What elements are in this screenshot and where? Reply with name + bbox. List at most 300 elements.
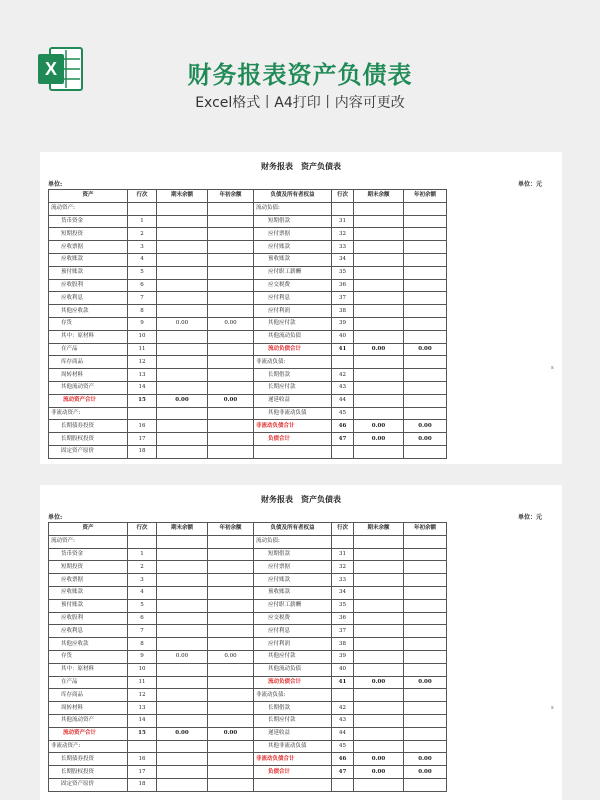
table-cell [254, 445, 332, 458]
table-cell: 应交税费 [254, 612, 332, 625]
table-row [49, 702, 447, 715]
table-cell [404, 369, 447, 382]
table-cell: 14 [128, 714, 157, 727]
unit-label-left: 单位: [48, 514, 63, 521]
table-cell: 13 [128, 702, 157, 715]
table-cell [157, 561, 208, 574]
table-cell: 44 [332, 727, 354, 740]
table-cell [157, 433, 208, 446]
table-cell: 货币资金 [49, 215, 128, 228]
table-row [49, 638, 447, 651]
table-row [49, 394, 447, 407]
table-cell: 46 [332, 420, 354, 433]
table-cell [208, 535, 254, 548]
table-cell [332, 689, 354, 702]
column-header: 年初余额 [208, 523, 254, 536]
table-cell: 32 [332, 228, 354, 241]
table-cell: 应收股利 [49, 612, 128, 625]
table-cell [157, 420, 208, 433]
table-cell: 4 [128, 253, 157, 266]
table-cell [157, 753, 208, 766]
table-cell [208, 714, 254, 727]
table-cell: 44 [332, 394, 354, 407]
table-row [49, 433, 447, 446]
table-cell [354, 740, 404, 753]
table-cell [354, 215, 404, 228]
table-row [49, 445, 447, 458]
table-cell [354, 381, 404, 394]
unit-label-right: 单位：元 [517, 181, 542, 188]
table-cell [354, 279, 404, 292]
table-cell: 41 [332, 676, 354, 689]
table-cell [332, 535, 354, 548]
table-cell [157, 253, 208, 266]
table-cell: 8 [128, 638, 157, 651]
table-cell: 10 [128, 330, 157, 343]
table-cell: 0.00 [157, 727, 208, 740]
table-cell: 0.00 [354, 343, 404, 356]
table-cell [354, 369, 404, 382]
table-cell: 37 [332, 625, 354, 638]
column-header: 期末余额 [157, 190, 208, 203]
table-cell [157, 202, 208, 215]
table-cell: 应付利润 [254, 638, 332, 651]
table-cell: 37 [332, 292, 354, 305]
table-row [49, 215, 447, 228]
table-cell: 存货 [49, 317, 128, 330]
column-header: 年初余额 [208, 190, 254, 203]
page-header [0, 0, 600, 140]
table-cell [354, 638, 404, 651]
table-cell: 负债合计 [254, 766, 332, 779]
table-cell: 应收股利 [49, 279, 128, 292]
table-cell [404, 650, 447, 663]
table-cell [404, 381, 447, 394]
table-cell [354, 574, 404, 587]
table-cell: 11 [128, 343, 157, 356]
table-cell: 0.00 [157, 650, 208, 663]
table-cell: 47 [332, 766, 354, 779]
column-header: 行次 [332, 190, 354, 203]
table-cell: 应付职工薪酬 [254, 266, 332, 279]
table-cell [404, 202, 447, 215]
unit-label-left: 单位: [48, 181, 63, 188]
table-cell: 7 [128, 625, 157, 638]
table-cell [208, 663, 254, 676]
table-cell [157, 279, 208, 292]
table-cell: 应付职工薪酬 [254, 599, 332, 612]
table-cell [404, 702, 447, 715]
table-cell [404, 279, 447, 292]
table-row [49, 535, 447, 548]
table-cell: 长期应付款 [254, 381, 332, 394]
table-cell [208, 381, 254, 394]
table-cell: 在产品 [49, 343, 128, 356]
table-cell: 预收账款 [254, 253, 332, 266]
table-cell: 非流动负债合计 [254, 420, 332, 433]
column-header: 行次 [332, 523, 354, 536]
table-cell [157, 407, 208, 420]
table-cell: 其他流动负债 [254, 663, 332, 676]
table-cell: 40 [332, 330, 354, 343]
table-cell: 短期借款 [254, 215, 332, 228]
table-cell [208, 202, 254, 215]
table-cell: 7 [128, 292, 157, 305]
table-cell: 其他应收款 [49, 305, 128, 318]
table-cell: 预付账款 [49, 266, 128, 279]
table-row [49, 586, 447, 599]
table-cell [404, 561, 447, 574]
table-cell [404, 689, 447, 702]
table-cell [332, 778, 354, 791]
table-cell [208, 279, 254, 292]
table-cell [208, 676, 254, 689]
table-cell [208, 407, 254, 420]
table-cell: 33 [332, 241, 354, 254]
table-cell [404, 228, 447, 241]
column-header: 资产 [49, 190, 128, 203]
table-cell: 45 [332, 740, 354, 753]
table-cell: 非流动资产: [49, 407, 128, 420]
table-cell: 0.00 [354, 676, 404, 689]
table-cell [404, 599, 447, 612]
table-cell [128, 407, 157, 420]
table-cell: 11 [128, 676, 157, 689]
table-cell [404, 394, 447, 407]
table-cell: 34 [332, 253, 354, 266]
table-cell: 固定资产原价 [49, 778, 128, 791]
table-cell: 长期借款 [254, 369, 332, 382]
table-cell [208, 689, 254, 702]
table-cell: 0.00 [404, 676, 447, 689]
table-cell: 其他流动资产 [49, 714, 128, 727]
table-cell: 35 [332, 599, 354, 612]
column-header: 期末余额 [157, 523, 208, 536]
table-cell [208, 305, 254, 318]
table-cell [354, 561, 404, 574]
table-cell [404, 356, 447, 369]
table-cell [354, 650, 404, 663]
column-header: 期末余额 [354, 190, 404, 203]
column-header: 期末余额 [354, 523, 404, 536]
table-cell [354, 317, 404, 330]
table-cell [208, 766, 254, 779]
table-cell: 长期应付款 [254, 714, 332, 727]
table-cell [208, 753, 254, 766]
table-cell: 12 [128, 356, 157, 369]
table-cell: 周转材料 [49, 702, 128, 715]
table-row [49, 317, 447, 330]
table-cell [208, 356, 254, 369]
doc-title: 财务报表 资产负债表 [261, 161, 341, 171]
table-cell: 17 [128, 766, 157, 779]
side-mark: s [551, 705, 554, 711]
table-row [49, 727, 447, 740]
table-cell [354, 586, 404, 599]
table-cell [404, 714, 447, 727]
column-header: 负债及所有者权益 [254, 190, 332, 203]
table-cell [157, 599, 208, 612]
column-header: 行次 [128, 523, 157, 536]
table-cell: 周转材料 [49, 369, 128, 382]
table-cell [157, 574, 208, 587]
table-cell: 长期债券投资 [49, 753, 128, 766]
table-row [49, 343, 447, 356]
table-cell [208, 253, 254, 266]
table-cell [157, 778, 208, 791]
table-cell: 在产品 [49, 676, 128, 689]
table-cell: 应付利息 [254, 625, 332, 638]
sheet-preview-1 [40, 152, 562, 464]
table-cell: 46 [332, 753, 354, 766]
table-cell: 13 [128, 369, 157, 382]
table-cell: 应收账款 [49, 586, 128, 599]
table-cell [208, 561, 254, 574]
table-cell: 31 [332, 215, 354, 228]
table-cell [208, 638, 254, 651]
table-cell [404, 292, 447, 305]
table-row [49, 740, 447, 753]
table-cell: 0.00 [354, 420, 404, 433]
table-cell [208, 574, 254, 587]
table-cell [208, 599, 254, 612]
svg-text:X: X [44, 59, 58, 79]
table-cell: 2 [128, 228, 157, 241]
table-cell: 3 [128, 574, 157, 587]
table-cell: 长期债券投资 [49, 420, 128, 433]
table-cell [354, 305, 404, 318]
table-cell: 5 [128, 266, 157, 279]
table-cell [354, 702, 404, 715]
table-cell [354, 394, 404, 407]
table-cell: 36 [332, 279, 354, 292]
balance-sheet-table [48, 522, 447, 792]
page-title: 财务报表资产负债表 [187, 61, 413, 89]
table-cell: 存货 [49, 650, 128, 663]
table-row [49, 676, 447, 689]
table-cell: 18 [128, 445, 157, 458]
table-cell: 36 [332, 612, 354, 625]
table-row [49, 753, 447, 766]
column-header: 年初余额 [404, 523, 447, 536]
table-cell [404, 445, 447, 458]
column-header: 资产 [49, 523, 128, 536]
table-row [49, 407, 447, 420]
table-cell: 应收票据 [49, 241, 128, 254]
table-cell [354, 714, 404, 727]
table-cell: 负债合计 [254, 433, 332, 446]
table-cell [208, 343, 254, 356]
table-cell: 8 [128, 305, 157, 318]
table-cell: 递延收益 [254, 727, 332, 740]
table-cell: 5 [128, 599, 157, 612]
table-cell [354, 228, 404, 241]
table-row [49, 330, 447, 343]
table-row [49, 650, 447, 663]
table-cell [208, 612, 254, 625]
table-row [49, 305, 447, 318]
table-cell [404, 317, 447, 330]
table-cell: 0.00 [208, 394, 254, 407]
table-cell: 42 [332, 369, 354, 382]
table-cell [157, 702, 208, 715]
table-cell: 14 [128, 381, 157, 394]
table-cell [157, 548, 208, 561]
table-cell: 0.00 [354, 766, 404, 779]
table-cell [157, 612, 208, 625]
table-cell [354, 548, 404, 561]
table-cell [354, 612, 404, 625]
table-cell: 12 [128, 689, 157, 702]
table-cell: 0.00 [354, 433, 404, 446]
table-cell: 17 [128, 433, 157, 446]
table-cell: 0.00 [208, 317, 254, 330]
table-cell: 流动负债: [254, 535, 332, 548]
table-cell: 38 [332, 638, 354, 651]
table-cell: 流动资产: [49, 535, 128, 548]
table-cell [354, 241, 404, 254]
table-cell: 6 [128, 279, 157, 292]
table-cell [404, 305, 447, 318]
table-cell [157, 266, 208, 279]
table-cell: 0.00 [157, 394, 208, 407]
table-cell: 货币资金 [49, 548, 128, 561]
table-cell: 43 [332, 714, 354, 727]
table-cell [157, 625, 208, 638]
table-cell [208, 433, 254, 446]
table-cell: 9 [128, 650, 157, 663]
table-cell [157, 228, 208, 241]
table-cell: 41 [332, 343, 354, 356]
table-cell: 流动负债: [254, 202, 332, 215]
table-cell: 1 [128, 215, 157, 228]
table-cell [208, 215, 254, 228]
table-cell: 应收利息 [49, 292, 128, 305]
table-cell [208, 778, 254, 791]
table-cell: 其他流动资产 [49, 381, 128, 394]
table-cell [157, 740, 208, 753]
table-cell [208, 369, 254, 382]
table-cell [157, 330, 208, 343]
table-row [49, 599, 447, 612]
table-row [49, 266, 447, 279]
table-row [49, 663, 447, 676]
table-cell [157, 586, 208, 599]
column-header: 行次 [128, 190, 157, 203]
table-cell: 0.00 [404, 753, 447, 766]
table-cell [404, 215, 447, 228]
table-cell: 40 [332, 663, 354, 676]
table-cell: 0.00 [354, 753, 404, 766]
table-cell: 固定资产原价 [49, 445, 128, 458]
table-cell [404, 253, 447, 266]
table-cell: 2 [128, 561, 157, 574]
table-cell: 0.00 [404, 433, 447, 446]
table-cell: 其中：原材料 [49, 663, 128, 676]
table-cell [208, 292, 254, 305]
table-row [49, 420, 447, 433]
table-cell: 18 [128, 778, 157, 791]
table-cell [208, 740, 254, 753]
table-cell: 其中：原材料 [49, 330, 128, 343]
table-cell [157, 445, 208, 458]
table-cell [354, 625, 404, 638]
table-cell [354, 292, 404, 305]
table-cell [157, 766, 208, 779]
table-cell: 其他非流动负债 [254, 407, 332, 420]
table-cell: 长期借款 [254, 702, 332, 715]
table-row [49, 292, 447, 305]
table-cell [404, 612, 447, 625]
table-cell: 32 [332, 561, 354, 574]
table-cell [208, 445, 254, 458]
table-cell [157, 689, 208, 702]
table-cell: 0.00 [157, 317, 208, 330]
unit-row [40, 173, 562, 189]
table-cell: 16 [128, 420, 157, 433]
table-cell: 31 [332, 548, 354, 561]
table-cell [404, 330, 447, 343]
table-cell [354, 330, 404, 343]
table-cell [404, 535, 447, 548]
table-row [49, 202, 447, 215]
page-subtitle: Excel格式丨A4打印丨内容可更改 [195, 95, 405, 111]
table-cell [404, 638, 447, 651]
table-cell: 0.00 [404, 420, 447, 433]
table-cell: 10 [128, 663, 157, 676]
table-cell [404, 241, 447, 254]
table-cell [404, 625, 447, 638]
table-cell: 39 [332, 650, 354, 663]
table-row [49, 369, 447, 382]
table-cell [354, 445, 404, 458]
table-cell: 应付利润 [254, 305, 332, 318]
table-cell [157, 663, 208, 676]
table-cell: 预付账款 [49, 599, 128, 612]
table-cell [157, 381, 208, 394]
table-row [49, 381, 447, 394]
table-cell [128, 202, 157, 215]
table-cell [208, 330, 254, 343]
table-cell: 45 [332, 407, 354, 420]
table-row [49, 356, 447, 369]
table-row [49, 241, 447, 254]
table-cell: 33 [332, 574, 354, 587]
table-row [49, 625, 447, 638]
table-cell [354, 266, 404, 279]
table-cell: 流动资产合计 [49, 727, 128, 740]
table-cell [404, 586, 447, 599]
table-row [49, 548, 447, 561]
table-cell: 递延收益 [254, 394, 332, 407]
table-cell [332, 202, 354, 215]
table-row [49, 228, 447, 241]
table-cell: 42 [332, 702, 354, 715]
table-cell [404, 574, 447, 587]
table-row [49, 714, 447, 727]
table-cell: 短期投资 [49, 561, 128, 574]
table-row [49, 253, 447, 266]
doc-title: 财务报表 资产负债表 [261, 494, 341, 504]
table-cell [354, 599, 404, 612]
column-header: 负债及所有者权益 [254, 523, 332, 536]
table-cell: 应付账款 [254, 241, 332, 254]
table-cell: 短期投资 [49, 228, 128, 241]
table-cell [208, 702, 254, 715]
table-cell [404, 727, 447, 740]
table-cell [157, 241, 208, 254]
table-cell [208, 586, 254, 599]
